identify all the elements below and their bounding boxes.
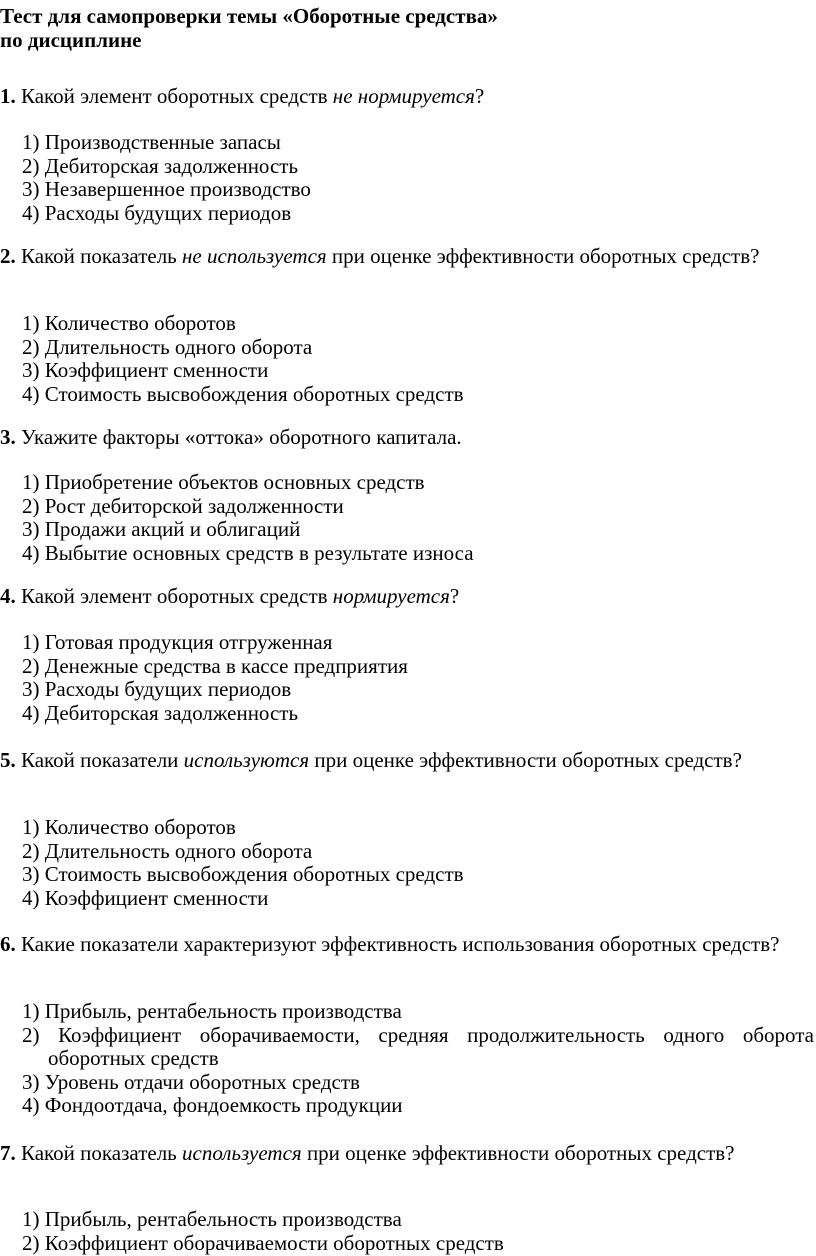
answer-option: 1) Прибыль, рентабельность производства	[22, 999, 402, 1023]
answer-option: 3) Расходы будущих периодов	[22, 677, 292, 701]
question-2	[0, 245, 812, 268]
question-1	[0, 85, 812, 108]
question-text: Какой показатели	[15, 748, 184, 772]
question-4-options	[22, 631, 814, 725]
answer-option: 2) Длительность одного оборота	[22, 334, 313, 359]
answer-option: 2) Коэффициент оборачиваемости, средняя продолжительность одного оборота оборотных средств	[22, 1022, 814, 1070]
question-number: 5.	[0, 748, 16, 772]
question-number: 7.	[0, 1141, 16, 1165]
answer-option: 1) Готовая продукция отгруженная	[22, 630, 333, 654]
question-number: 6.	[0, 932, 16, 956]
question-text: Какой элемент оборотных средств	[15, 84, 333, 108]
question-text: Какие показатели характеризуют эффективность использования оборотных средств?	[15, 932, 780, 956]
question-text: Какой элемент оборотных средств	[15, 584, 333, 608]
document-title	[0, 4, 498, 52]
answer-option: 2) Рост дебиторской задолженности	[22, 493, 344, 518]
answer-option: 3) Стоимость высвобождения оборотных средств	[22, 862, 464, 886]
question-3	[0, 426, 812, 449]
answer-option: 1) Прибыль, рентабельность производства	[22, 1207, 402, 1231]
question-number: 4.	[0, 584, 16, 608]
question-4	[0, 585, 812, 608]
question-emphasis: используется	[182, 1141, 302, 1165]
answer-option: 4) Выбытие основных средств в результате износа	[22, 540, 474, 565]
question-text-tail: при оценке эффективности оборотных средств?	[301, 1141, 735, 1165]
answer-option: 4) Коэффициент сменности	[22, 885, 269, 910]
answer-option: 3) Уровень отдачи оборотных средств	[22, 1069, 360, 1094]
question-text-tail: при оценке эффективности оборотных средств?	[326, 244, 760, 268]
question-7-options	[22, 1208, 814, 1255]
question-emphasis: используются	[183, 748, 310, 772]
question-text-tail: при оценке эффективности оборотных средств?	[309, 748, 742, 772]
answer-option: 2) Длительность одного оборота	[22, 838, 313, 863]
question-emphasis: нормируется	[332, 584, 450, 608]
answer-option: 4) Дебиторская задолженность	[22, 700, 299, 725]
question-5	[0, 749, 812, 772]
question-text-tail: ?	[449, 584, 460, 608]
question-3-options	[22, 471, 814, 565]
question-text: Укажите факторы «оттока» оборотного капитала.	[15, 425, 462, 449]
question-text-tail: ?	[474, 84, 485, 108]
answer-option: 4) Стоимость высвобождения оборотных средств	[22, 381, 464, 406]
answer-option: 2) Дебиторская задолженность	[22, 153, 299, 178]
title-line-2: по дисциплине	[0, 28, 142, 52]
question-2-options	[22, 312, 814, 406]
answer-option: 1) Количество оборотов	[22, 815, 236, 839]
question-text: Какой показатель	[15, 1141, 182, 1165]
question-number: 2.	[0, 244, 16, 268]
question-5-options	[22, 816, 814, 910]
answer-option: 2) Денежные средства в кассе предприятия	[22, 653, 408, 678]
answer-option: 1) Приобретение объектов основных средств	[22, 470, 425, 494]
answer-option: 4) Фондоотдача, фондоемкость продукции	[22, 1093, 403, 1117]
question-emphasis: не нормируется	[332, 84, 475, 108]
answer-option: 3) Коэффициент сменности	[22, 358, 269, 382]
question-emphasis: не используется	[182, 244, 327, 268]
answer-option: 4) Расходы будущих периодов	[22, 200, 292, 225]
question-number: 1.	[0, 84, 16, 108]
question-text: Какой показатель	[15, 244, 182, 268]
answer-option: 3) Незавершенное производство	[22, 177, 311, 201]
question-6-options	[22, 1000, 814, 1118]
answer-option: 2) Коэффициент оборачиваемости оборотных средств	[22, 1230, 504, 1255]
question-1-options	[22, 131, 814, 225]
title-line-1: Тест для самопроверки темы «Оборотные средства»	[0, 4, 498, 28]
question-7	[0, 1142, 812, 1165]
answer-option: 3) Продажи акций и облигаций	[22, 517, 301, 541]
answer-option: 1) Производственные запасы	[22, 130, 281, 154]
answer-option: 1) Количество оборотов	[22, 311, 236, 335]
question-number: 3.	[0, 425, 16, 449]
question-6	[0, 933, 812, 956]
